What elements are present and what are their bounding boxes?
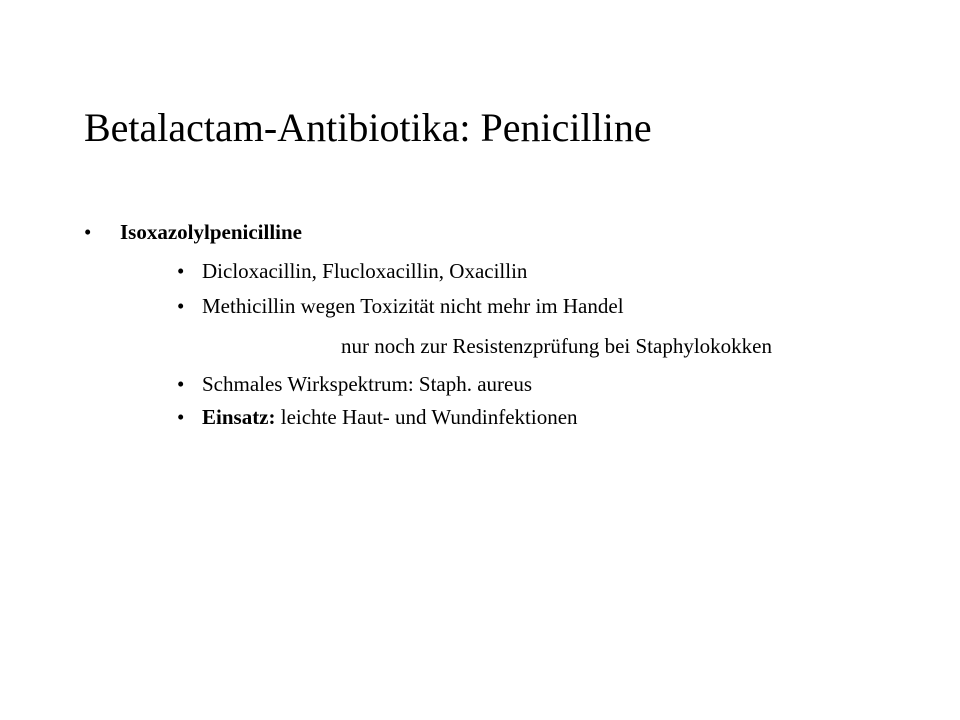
sub-bullet-text: Methicillin wegen Toxizität nicht mehr im Handel	[202, 294, 624, 318]
slide-title: Betalactam-Antibiotika: Penicilline	[84, 105, 652, 150]
indented-note: nur noch zur Resistenzprüfung bei Staphylokokken	[341, 334, 772, 358]
bullet-dot: •	[177, 259, 185, 283]
sub-bullet-text: Schmales Wirkspektrum: Staph. aureus	[202, 372, 533, 396]
bullet-dot: •	[177, 405, 185, 429]
sub-bullet-dicloxacillin	[177, 257, 527, 285]
bullet-dot: •	[177, 294, 185, 318]
sub-bullet-text: Dicloxacillin, Flucloxacillin, Oxacillin	[202, 259, 528, 283]
sub-bullet-methicillin	[177, 292, 624, 320]
sub-bullet-einsatz	[177, 403, 578, 431]
main-bullet-text: Isoxazolylpenicilline	[120, 220, 303, 244]
bullet-dot: •	[84, 220, 92, 244]
sub-bullet-wirkspektrum	[177, 370, 532, 398]
bullet-dot: •	[177, 372, 185, 396]
sub-bullet-text: leichte Haut- und Wundinfektionen	[275, 405, 578, 429]
einsatz-label: Einsatz:	[202, 405, 276, 429]
